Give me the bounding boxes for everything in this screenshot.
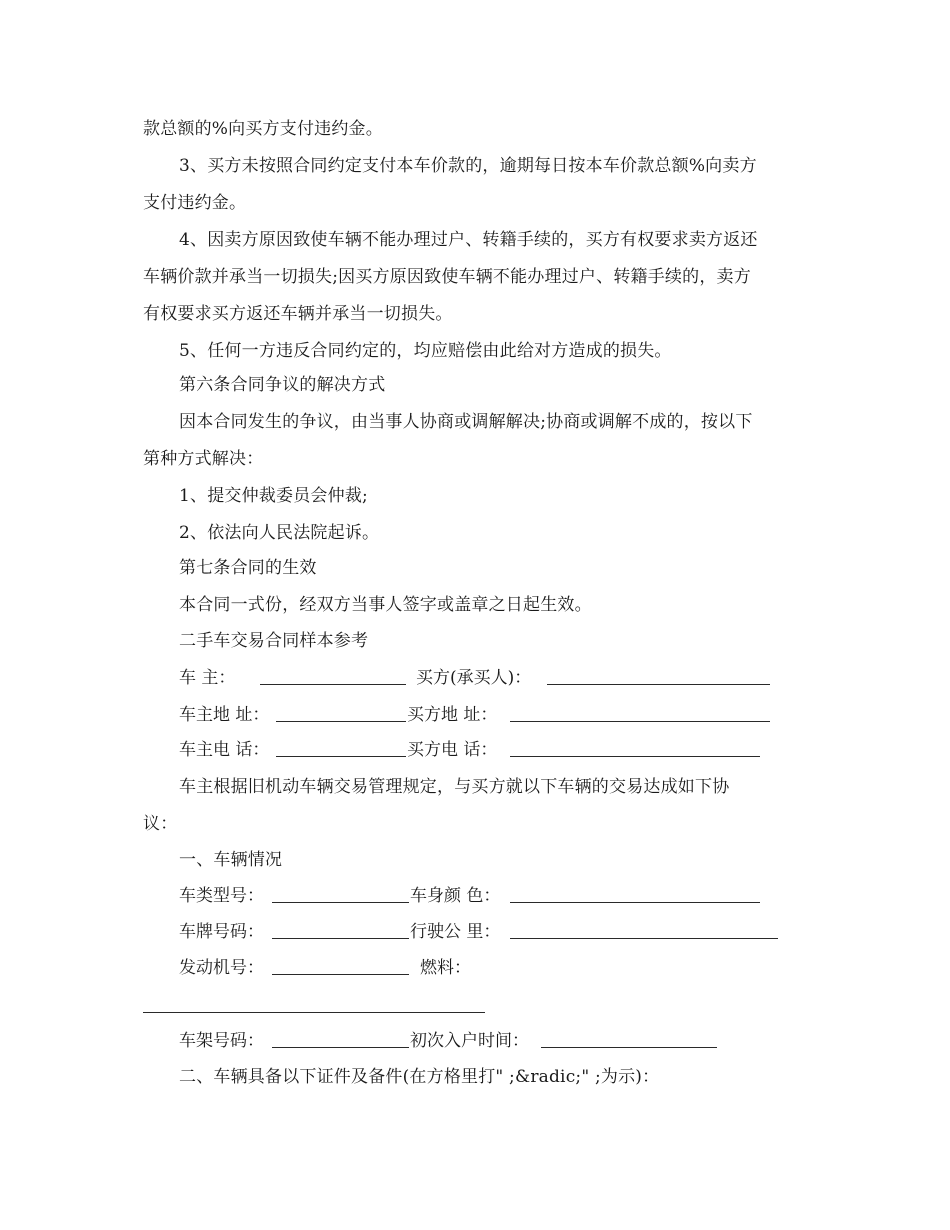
buyer-blank xyxy=(547,684,770,685)
paragraph-text: 4、因卖方原因致使车辆不能办理过户、转籍手续的，买方有权要求卖方返还 xyxy=(179,230,758,250)
fuel-blank xyxy=(143,1012,485,1013)
owner-address-blank xyxy=(276,721,406,722)
paragraph-text: 第种方式解决： xyxy=(143,449,264,469)
list-item: 1、提交仲裁委员会仲裁; xyxy=(179,486,368,506)
frame-number-label: 车架号码： xyxy=(179,1031,264,1051)
engine-number-blank xyxy=(272,974,409,975)
plate-number-label: 车牌号码： xyxy=(179,922,264,942)
section-heading: 一、车辆情况 xyxy=(179,850,283,870)
paragraph-text: 5、任何一方违反合同约定的，均应赔偿由此给对方造成的损失。 xyxy=(179,341,672,361)
paragraph-text: 因本合同发生的争议，由当事人协商或调解解决;协商或调解不成的，按以下 xyxy=(179,412,753,432)
owner-phone-label: 车主电 话： xyxy=(179,740,270,760)
section-heading: 第七条合同的生效 xyxy=(179,558,317,578)
section-heading: 二、车辆具备以下证件及备件(在方格里打" ;&radic;" ;为示)： xyxy=(179,1067,660,1087)
paragraph-text: 有权要求买方返还车辆并承当一切损失。 xyxy=(143,304,453,324)
first-registration-label: 初次入户时间： xyxy=(410,1031,529,1051)
vehicle-type-blank xyxy=(272,902,409,903)
paragraph-text: 款总额的%向买方支付违约金。 xyxy=(143,119,383,139)
buyer-phone-label: 买方电 话： xyxy=(407,740,498,760)
engine-number-label: 发动机号： xyxy=(179,958,264,978)
owner-phone-blank xyxy=(276,756,406,757)
buyer-address-label: 买方地 址： xyxy=(407,705,498,725)
frame-number-blank xyxy=(272,1047,409,1048)
plate-number-blank xyxy=(272,938,409,939)
owner-label: 车 主： xyxy=(179,668,236,688)
buyer-address-blank xyxy=(510,721,770,722)
list-item: 2、依法向人民法院起诉。 xyxy=(179,523,380,543)
first-registration-blank xyxy=(541,1047,717,1048)
buyer-label: 买方(承买人)： xyxy=(416,668,532,688)
paragraph-text: 车主根据旧机动车辆交易管理规定，与买方就以下车辆的交易达成如下协 xyxy=(179,777,730,797)
mileage-label: 行驶公 里： xyxy=(410,922,501,942)
buyer-phone-blank xyxy=(510,756,760,757)
paragraph-text: 车辆价款并承当一切损失;因买方原因致使车辆不能办理过户、转籍手续的，卖方 xyxy=(143,267,751,287)
owner-blank xyxy=(260,684,406,685)
vehicle-color-blank xyxy=(510,902,760,903)
fuel-label: 燃料： xyxy=(420,958,471,978)
paragraph-text: 议： xyxy=(143,814,178,834)
section-heading: 第六条合同争议的解决方式 xyxy=(179,375,386,395)
paragraph-text: 支付违约金。 xyxy=(143,193,247,213)
vehicle-type-label: 车类型号： xyxy=(179,886,264,906)
paragraph-text: 3、买方未按照合同约定支付本车价款的，逾期每日按本车价款总额%向卖方 xyxy=(179,156,757,176)
vehicle-color-label: 车身颜 色： xyxy=(410,886,501,906)
owner-address-label: 车主地 址： xyxy=(179,705,270,725)
mileage-blank xyxy=(510,938,778,939)
section-heading: 二手车交易合同样本参考 xyxy=(179,631,369,651)
paragraph-text: 本合同一式份，经双方当事人签字或盖章之日起生效。 xyxy=(179,595,592,615)
